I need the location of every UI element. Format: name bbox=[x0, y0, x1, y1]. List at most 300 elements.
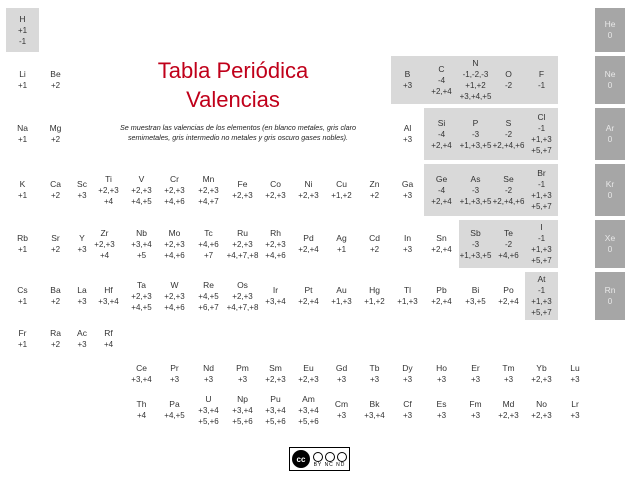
element-valence: +2,+4 bbox=[431, 297, 452, 306]
element-valence: +6,+7 bbox=[198, 302, 219, 312]
element-valence: +3 bbox=[77, 245, 87, 254]
element-symbol: P bbox=[472, 117, 479, 128]
element-valence: +1 bbox=[336, 245, 347, 254]
element-cell-at bbox=[525, 272, 558, 320]
element-valence: +3,+4 bbox=[265, 297, 286, 306]
element-symbol: Rf bbox=[104, 328, 113, 338]
element-cell-cr bbox=[158, 164, 191, 216]
element-cell-fm bbox=[459, 390, 492, 430]
element-cell-te bbox=[492, 220, 525, 268]
element-valence: +5,+6 bbox=[232, 416, 253, 426]
element-valence: +1 bbox=[17, 81, 28, 90]
element-valence: +3 bbox=[436, 375, 447, 384]
element-cell-lr bbox=[558, 390, 592, 430]
element-symbol: Rh bbox=[270, 227, 281, 238]
element-valence: +3 bbox=[369, 375, 380, 384]
element-cell-pm bbox=[226, 360, 259, 388]
element-valence: +5,+7 bbox=[531, 202, 552, 211]
element-cell-ne bbox=[595, 56, 625, 104]
element-valence: +4,+6 bbox=[498, 250, 519, 260]
element-symbol: Y bbox=[79, 233, 85, 243]
element-valence: +3 bbox=[77, 297, 87, 306]
element-symbol: Pt bbox=[304, 285, 313, 295]
element-valence: +1,+2 bbox=[364, 297, 385, 306]
element-valence: +1,+3,+5 bbox=[459, 196, 492, 206]
element-symbol: Re bbox=[203, 279, 214, 290]
element-symbol: Si bbox=[437, 117, 446, 128]
element-cell-rf bbox=[92, 320, 125, 358]
element-symbol: Zr bbox=[100, 227, 109, 238]
element-valence: -2 bbox=[504, 81, 513, 90]
element-cell-dy bbox=[391, 360, 424, 388]
element-symbol: Ir bbox=[272, 285, 279, 295]
element-symbol: Pm bbox=[236, 363, 249, 373]
element-valence: -4 bbox=[437, 75, 446, 85]
element-symbol: Ra bbox=[50, 328, 61, 338]
element-valence: +2 bbox=[369, 191, 380, 200]
element-symbol: Cs bbox=[17, 285, 28, 295]
element-valence: +3 bbox=[336, 411, 347, 420]
element-symbol: Eu bbox=[303, 363, 314, 373]
element-cell-zn bbox=[358, 164, 391, 216]
element-valence: +2,+3 bbox=[498, 411, 519, 420]
element-valence: +2,+3 bbox=[298, 191, 319, 200]
element-symbol: Ti bbox=[105, 173, 112, 184]
element-cell-pd bbox=[292, 220, 325, 268]
element-cell-ru bbox=[226, 220, 259, 268]
by-icon bbox=[313, 452, 323, 462]
element-cell-se bbox=[492, 164, 525, 216]
element-symbol: As bbox=[470, 173, 481, 184]
element-valence: +1,+3 bbox=[531, 191, 552, 200]
element-cell-cl bbox=[525, 108, 558, 160]
element-valence: +2 bbox=[50, 191, 61, 200]
element-symbol: Tm bbox=[502, 363, 515, 373]
element-valence: +2 bbox=[50, 297, 61, 306]
element-valence: +3,+5 bbox=[465, 297, 486, 306]
element-symbol: V bbox=[138, 173, 145, 184]
element-symbol: Fr bbox=[18, 328, 27, 338]
element-cell-mn bbox=[191, 164, 226, 216]
element-valence: +1 bbox=[17, 245, 28, 254]
element-cell-hg bbox=[358, 272, 391, 320]
element-symbol: Sm bbox=[269, 363, 282, 373]
element-symbol: Co bbox=[270, 179, 281, 189]
element-valence: +2,+4 bbox=[431, 86, 452, 96]
title-line-1: Tabla Periódica bbox=[157, 58, 309, 83]
element-valence: +2 bbox=[50, 340, 61, 349]
element-valence: +3 bbox=[336, 375, 347, 384]
element-symbol: Np bbox=[237, 393, 248, 404]
element-valence: +3 bbox=[77, 191, 87, 200]
element-cell-ge bbox=[424, 164, 459, 216]
element-valence: 0 bbox=[607, 31, 613, 40]
element-cell-yb bbox=[525, 360, 558, 388]
element-symbol: Th bbox=[136, 399, 147, 409]
element-cell-cu bbox=[325, 164, 358, 216]
element-valence: +2,+4 bbox=[431, 196, 452, 206]
element-valence: +3 bbox=[203, 375, 214, 384]
element-symbol: B bbox=[404, 69, 411, 79]
element-symbol: Dy bbox=[402, 363, 413, 373]
element-symbol: S bbox=[505, 117, 512, 128]
element-symbol: Bk bbox=[369, 399, 380, 409]
element-symbol: C bbox=[438, 63, 445, 74]
element-valence: +2,+3 bbox=[164, 291, 185, 301]
element-valence: +1 bbox=[17, 135, 28, 144]
element-valence: +2,+4 bbox=[298, 297, 319, 306]
element-valence: 0 bbox=[607, 191, 613, 200]
element-valence: +1,+3 bbox=[331, 297, 352, 306]
element-symbol: Li bbox=[19, 69, 26, 79]
element-cell-mg bbox=[39, 108, 72, 160]
element-cell-br bbox=[525, 164, 558, 216]
element-symbol: Pd bbox=[303, 233, 314, 243]
element-cell-na bbox=[6, 108, 39, 160]
element-valence: +2,+3 bbox=[531, 411, 552, 420]
element-symbol: Lr bbox=[571, 399, 579, 409]
element-cell-ir bbox=[259, 272, 292, 320]
element-cell-mo bbox=[158, 220, 191, 268]
element-valence: +1,+3,+5 bbox=[459, 250, 492, 260]
element-symbol: Md bbox=[502, 399, 515, 409]
element-cell-as bbox=[459, 164, 492, 216]
element-valence: +1 bbox=[17, 340, 28, 349]
element-symbol: F bbox=[538, 69, 545, 79]
element-cell-no bbox=[525, 390, 558, 430]
element-cell-fe bbox=[226, 164, 259, 216]
element-symbol: N bbox=[472, 58, 479, 68]
element-cell-in bbox=[391, 220, 424, 268]
element-valence: +3,+4 bbox=[131, 375, 152, 384]
element-cell-au bbox=[325, 272, 358, 320]
element-symbol: He bbox=[604, 19, 616, 29]
element-symbol: Tl bbox=[403, 285, 412, 295]
element-valence: -1 bbox=[537, 234, 546, 243]
element-valence: +4,+7,+8 bbox=[226, 302, 259, 312]
element-cell-al bbox=[391, 108, 424, 160]
element-cell-np bbox=[226, 390, 259, 430]
element-valence: +4,+5 bbox=[131, 302, 152, 312]
element-symbol: Ar bbox=[605, 123, 615, 133]
element-cell-cf bbox=[391, 390, 424, 430]
element-cell-v bbox=[125, 164, 158, 216]
element-cell-i bbox=[525, 220, 558, 268]
element-cell-hf bbox=[92, 272, 125, 320]
element-valence: +1,+3 bbox=[531, 245, 552, 254]
element-cell-ra bbox=[39, 320, 72, 358]
element-cell-pt bbox=[292, 272, 325, 320]
element-valence: +2 bbox=[50, 135, 61, 144]
element-valence: +4,+7 bbox=[198, 196, 219, 206]
element-valence: +3 bbox=[470, 411, 481, 420]
element-symbol: Gd bbox=[335, 363, 348, 373]
element-symbol: K bbox=[19, 179, 26, 189]
element-valence: +3,+4 bbox=[98, 297, 119, 306]
element-symbol: Hf bbox=[104, 285, 113, 295]
element-cell-fr bbox=[6, 320, 39, 358]
element-valence: +3,+4 bbox=[232, 405, 253, 415]
element-cell-w bbox=[158, 272, 191, 320]
element-symbol: Pb bbox=[436, 285, 447, 295]
nc-icon bbox=[325, 452, 335, 462]
element-symbol: Am bbox=[302, 393, 315, 404]
element-symbol: Mo bbox=[168, 227, 181, 238]
element-valence: +3 bbox=[402, 81, 413, 90]
element-valence: +2,+3 bbox=[131, 185, 152, 195]
element-cell-sn bbox=[424, 220, 459, 268]
element-cell-be bbox=[39, 56, 72, 104]
element-valence: +4,+6 bbox=[164, 250, 185, 260]
element-symbol: Ac bbox=[77, 328, 87, 338]
element-symbol: Pr bbox=[170, 363, 179, 373]
nd-icon bbox=[337, 452, 347, 462]
element-cell-co bbox=[259, 164, 292, 216]
element-symbol: Po bbox=[503, 285, 514, 295]
element-symbol: Bi bbox=[471, 285, 480, 295]
element-cell-ca bbox=[39, 164, 72, 216]
element-symbol: Kr bbox=[605, 179, 615, 189]
element-valence: +3 bbox=[77, 340, 87, 349]
element-cell-ac bbox=[72, 320, 92, 358]
element-symbol: Ga bbox=[401, 179, 414, 189]
element-valence: +2,+4 bbox=[431, 140, 452, 150]
element-symbol: Ba bbox=[50, 285, 61, 295]
element-cell-re bbox=[191, 272, 226, 320]
element-cell-kr bbox=[595, 164, 625, 216]
element-cell-am bbox=[292, 390, 325, 430]
element-symbol: In bbox=[403, 233, 412, 243]
element-valence: +3 bbox=[570, 411, 580, 420]
element-valence: -1 bbox=[537, 124, 546, 133]
element-cell-k bbox=[6, 164, 39, 216]
element-valence: -4 bbox=[437, 185, 446, 195]
element-valence: +1,+3 bbox=[397, 297, 418, 306]
element-valence: -4 bbox=[437, 129, 446, 139]
element-symbol: Os bbox=[237, 279, 248, 290]
element-valence: +4,+6 bbox=[198, 239, 219, 249]
element-symbol: Lu bbox=[570, 363, 580, 373]
element-valence: -1 bbox=[537, 286, 546, 295]
element-valence: +3,+4,+5 bbox=[459, 92, 492, 101]
element-valence: -1 bbox=[537, 81, 546, 90]
element-symbol: Be bbox=[50, 69, 61, 79]
element-cell-tm bbox=[492, 360, 525, 388]
element-symbol: Nb bbox=[136, 227, 147, 238]
element-cell-eu bbox=[292, 360, 325, 388]
element-cell-po bbox=[492, 272, 525, 320]
page-title bbox=[118, 56, 348, 114]
element-cell-he bbox=[595, 8, 625, 52]
element-valence: +3 bbox=[402, 191, 413, 200]
element-cell-sb bbox=[459, 220, 492, 268]
element-cell-ta bbox=[125, 272, 158, 320]
license-badge[interactable] bbox=[289, 447, 350, 471]
element-valence: +2,+3 bbox=[94, 239, 115, 249]
element-symbol: Sb bbox=[470, 227, 481, 238]
element-valence: +3 bbox=[436, 411, 447, 420]
element-symbol: Xe bbox=[604, 233, 616, 243]
element-symbol: Se bbox=[503, 173, 514, 184]
element-valence: +5 bbox=[136, 250, 147, 260]
element-valence: +7 bbox=[203, 250, 214, 260]
element-symbol: Au bbox=[336, 285, 347, 295]
element-symbol: Na bbox=[17, 123, 28, 133]
element-valence: +1,+3,+5 bbox=[459, 140, 492, 150]
element-cell-la bbox=[72, 272, 92, 320]
element-valence: +2,+4 bbox=[298, 245, 319, 254]
element-symbol: U bbox=[205, 393, 212, 404]
element-valence: +3,+4 bbox=[364, 411, 385, 420]
element-cell-cd bbox=[358, 220, 391, 268]
element-cell-md bbox=[492, 390, 525, 430]
element-valence: +2,+3 bbox=[265, 239, 286, 249]
element-valence: +4 bbox=[99, 250, 110, 260]
element-valence: -3 bbox=[471, 239, 480, 249]
element-valence: +2,+4 bbox=[431, 245, 452, 254]
element-valence: +2,+4 bbox=[498, 297, 519, 306]
element-symbol: Al bbox=[403, 123, 412, 133]
element-cell-cm bbox=[325, 390, 358, 430]
element-valence: +2,+3 bbox=[198, 185, 219, 195]
element-valence: -2 bbox=[504, 239, 513, 249]
element-cell-b bbox=[391, 56, 424, 104]
element-valence: +2,+3 bbox=[98, 185, 119, 195]
element-valence: +4 bbox=[136, 411, 147, 420]
element-symbol: Ne bbox=[604, 69, 616, 79]
element-symbol: At bbox=[537, 274, 546, 284]
element-cell-gd bbox=[325, 360, 358, 388]
element-symbol: Es bbox=[436, 399, 447, 409]
element-valence: -3 bbox=[471, 129, 480, 139]
element-valence: -3 bbox=[471, 185, 480, 195]
element-symbol: Fe bbox=[237, 179, 248, 189]
element-valence: 0 bbox=[607, 81, 613, 90]
element-valence: +3 bbox=[402, 245, 413, 254]
element-valence: +2,+4,+6 bbox=[492, 140, 525, 150]
element-symbol: Ta bbox=[137, 279, 146, 290]
element-valence: +2,+3 bbox=[531, 375, 552, 384]
element-symbol: Pu bbox=[270, 393, 281, 404]
element-cell-tb bbox=[358, 360, 391, 388]
element-symbol: Rb bbox=[17, 233, 28, 243]
element-valence: +4,+6 bbox=[265, 250, 286, 260]
element-valence: +2,+3 bbox=[232, 291, 253, 301]
element-valence: +2,+3 bbox=[265, 375, 286, 384]
element-valence: +4 bbox=[103, 196, 114, 206]
element-valence: +2,+3 bbox=[164, 239, 185, 249]
element-valence: +3 bbox=[570, 375, 580, 384]
element-cell-pr bbox=[158, 360, 191, 388]
element-valence: +5,+7 bbox=[531, 146, 552, 155]
element-symbol: Ru bbox=[237, 227, 248, 238]
element-valence: +5,+7 bbox=[531, 256, 552, 265]
element-cell-ni bbox=[292, 164, 325, 216]
element-valence: +3,+4 bbox=[198, 405, 219, 415]
legend-note: Se muestran las valencias de los elementos (en blanco metales, gris claro semimetales, gris intermedio no metales y gris oscuro gases nobles). bbox=[119, 123, 357, 142]
element-symbol: Rn bbox=[604, 285, 616, 295]
element-cell-bi bbox=[459, 272, 492, 320]
element-cell-pa bbox=[158, 390, 191, 430]
element-valence: +3 bbox=[237, 375, 248, 384]
element-symbol: Cf bbox=[403, 399, 412, 409]
element-cell-pu bbox=[259, 390, 292, 430]
element-cell-ga bbox=[391, 164, 424, 216]
element-cell-si bbox=[424, 108, 459, 160]
element-cell-h bbox=[6, 8, 39, 52]
element-valence: +4,+5 bbox=[164, 411, 185, 420]
element-symbol: Sn bbox=[436, 233, 447, 243]
element-valence: -1 bbox=[18, 36, 27, 46]
element-cell-o bbox=[492, 56, 525, 104]
element-cell-zr bbox=[88, 220, 121, 268]
element-cell-os bbox=[226, 272, 259, 320]
element-symbol: Fm bbox=[469, 399, 482, 409]
element-valence: -1 bbox=[537, 180, 546, 189]
element-valence: +3 bbox=[503, 375, 514, 384]
element-cell-pb bbox=[424, 272, 459, 320]
element-valence: +5,+6 bbox=[298, 416, 319, 426]
element-valence: +4,+6 bbox=[164, 302, 185, 312]
element-cell-ba bbox=[39, 272, 72, 320]
element-symbol: O bbox=[505, 69, 512, 79]
element-symbol: Ge bbox=[435, 173, 448, 184]
element-symbol: Cu bbox=[336, 179, 347, 189]
element-valence: -2 bbox=[504, 129, 513, 139]
element-symbol: Ca bbox=[50, 179, 61, 189]
element-cell-u bbox=[191, 390, 226, 430]
element-valence: +1,+3 bbox=[531, 135, 552, 144]
element-valence: +2,+3 bbox=[298, 375, 319, 384]
element-cell-sr bbox=[39, 220, 72, 268]
element-symbol: Te bbox=[504, 227, 513, 238]
cc-icon: cc bbox=[292, 450, 310, 468]
element-valence: +3,+4 bbox=[131, 239, 152, 249]
element-symbol: Tb bbox=[369, 363, 380, 373]
element-cell-tl bbox=[391, 272, 424, 320]
element-symbol: Sc bbox=[77, 179, 87, 189]
element-cell-nb bbox=[125, 220, 158, 268]
element-symbol: Mn bbox=[202, 173, 215, 184]
element-symbol: Ni bbox=[304, 179, 313, 189]
element-cell-ag bbox=[325, 220, 358, 268]
element-cell-ce bbox=[125, 360, 158, 388]
element-cell-f bbox=[525, 56, 558, 104]
element-valence: +3 bbox=[402, 135, 413, 144]
element-valence: +2 bbox=[50, 81, 61, 90]
element-valence: 0 bbox=[607, 135, 613, 144]
element-valence: +3 bbox=[470, 375, 481, 384]
element-symbol: Cr bbox=[170, 173, 179, 184]
element-symbol: Yb bbox=[536, 363, 547, 373]
element-symbol: W bbox=[170, 279, 179, 290]
element-valence: +4,+5 bbox=[131, 196, 152, 206]
element-valence: +2 bbox=[369, 245, 380, 254]
element-cell-xe bbox=[595, 220, 625, 268]
element-symbol: Cd bbox=[369, 233, 380, 243]
title-line-2: Valencias bbox=[186, 87, 280, 112]
element-symbol: I bbox=[540, 222, 543, 232]
element-valence: +1,+2 bbox=[331, 191, 352, 200]
element-valence: +2 bbox=[50, 245, 61, 254]
element-valence: +2,+3 bbox=[131, 291, 152, 301]
element-symbol: Ho bbox=[436, 363, 447, 373]
element-symbol: La bbox=[77, 285, 87, 295]
element-valence: +1,+3 bbox=[531, 297, 552, 306]
element-symbol: Zn bbox=[369, 179, 380, 189]
element-valence: +1,+2 bbox=[465, 81, 486, 90]
license-icons bbox=[313, 452, 347, 462]
